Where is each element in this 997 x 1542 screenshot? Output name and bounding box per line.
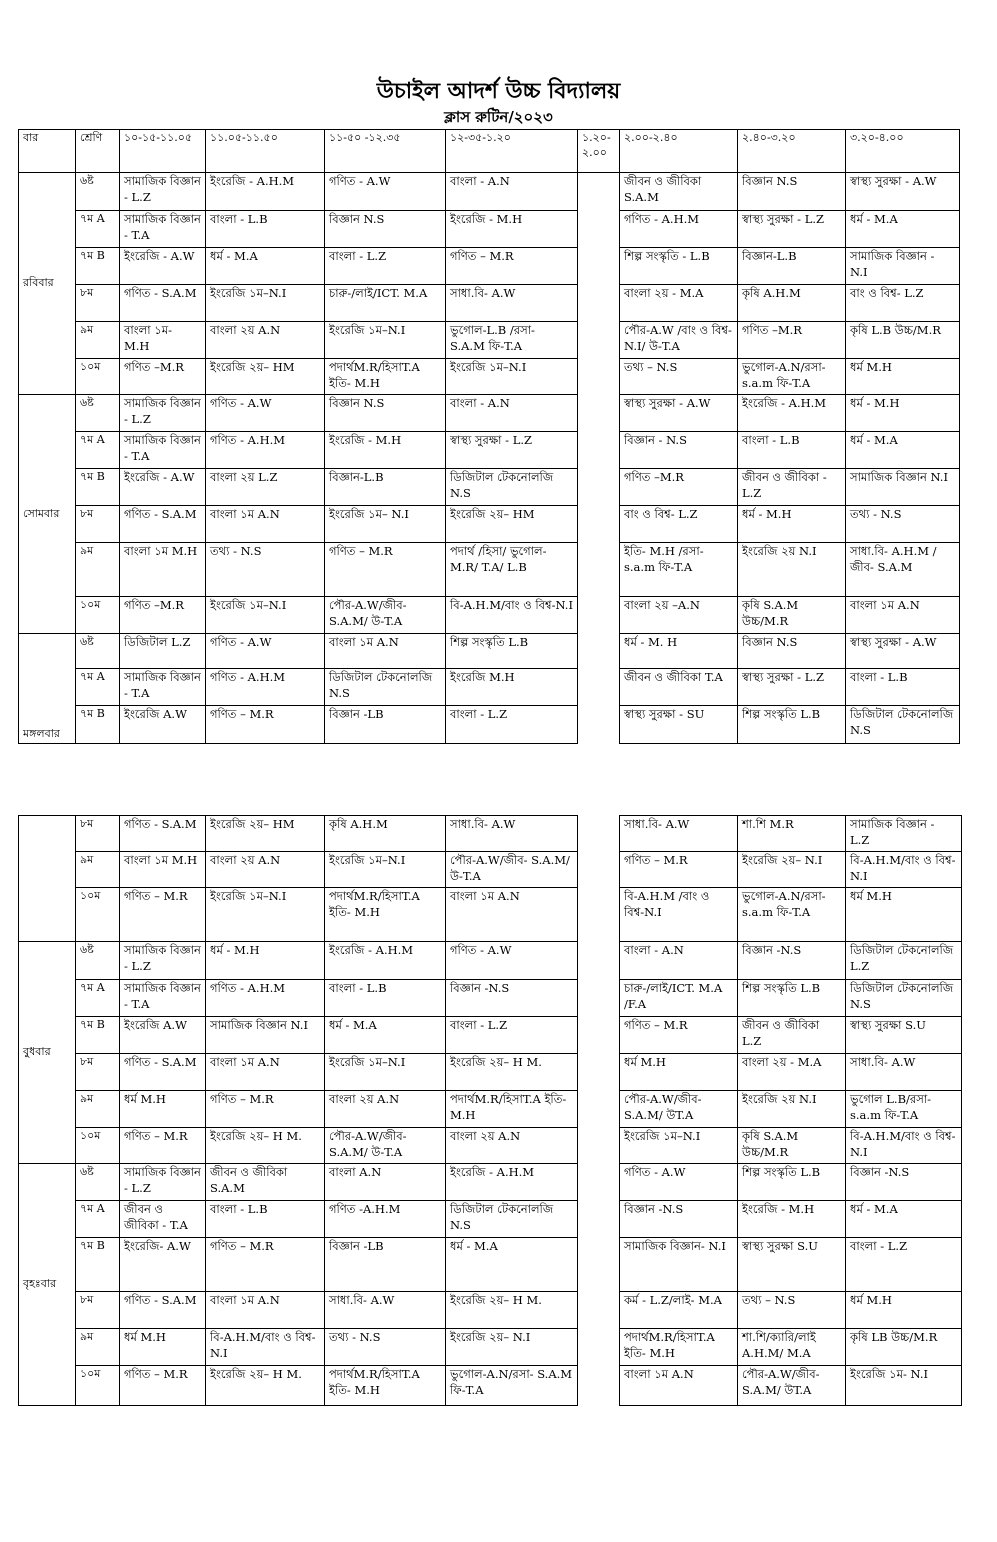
period-cell: শা.শি/ক্যারি/লাই A.H.M/ M.A: [738, 1329, 846, 1366]
period-cell: বিজ্ঞান - N.S: [620, 432, 738, 469]
period-cell: ধর্ম - M.A: [446, 1238, 578, 1292]
period-cell: ইংরেজি- A.W: [120, 1238, 206, 1292]
header-row: [19, 130, 960, 173]
period-cell: পৌর-A.W/জীব- S.A.M/ উT.A: [620, 1091, 738, 1128]
period-cell: বাংলা - L.B: [846, 669, 960, 706]
period-cell: সাধা.বি- A.W: [620, 816, 738, 852]
period-cell: বাংলা ১ম A.N: [846, 597, 960, 634]
period-cell: সামাজিক বিজ্ঞান - T.A: [120, 980, 206, 1017]
period-cell: ইংরেজি - A.H.M: [325, 942, 446, 980]
break-cell: [578, 634, 620, 744]
period-cell: বাংলা ১ম A.N: [206, 1292, 325, 1329]
period-cell: ধর্ম - M.A: [846, 432, 960, 469]
day-cell: বৃহঃবার: [19, 1164, 76, 1406]
period-cell: গণিত –M.R: [120, 359, 206, 395]
period-cell: ধর্ম - M.H: [206, 942, 325, 980]
period-cell: ডিজিটাল L.Z: [120, 634, 206, 669]
period-cell: ভুগোল-L.B /রসা- S.A.M ফি-T.A: [446, 322, 578, 359]
period-cell: গণিত - S.A.M: [120, 1292, 206, 1329]
period-cell: বি-A.H.M/বাং ও বিশ্ব-N.I: [206, 1329, 325, 1366]
period-cell: ধর্ম - M.A: [846, 1201, 962, 1238]
class-cell: ৭ম B: [76, 469, 120, 506]
period-cell: ইংরেজি ২য়– HM: [446, 506, 578, 543]
period-cell: কৃষি S.A.M উচ্চ/M.R: [738, 597, 846, 634]
period-cell: সামাজিক বিজ্ঞান - T.A: [120, 432, 206, 469]
period-cell: বাংলা - L.B: [206, 1201, 325, 1238]
period-cell: স্বাস্থ্য সুরক্ষা - L.Z: [738, 211, 846, 248]
class-cell: ৯ম: [76, 1091, 120, 1128]
period-cell: সামাজিক বিজ্ঞান - T.A: [120, 669, 206, 706]
class-cell: ৬ষ্ট: [76, 634, 120, 669]
period-cell: চারু-/লাই/ICT. M.A /F.A: [620, 980, 738, 1017]
break-cell: [578, 942, 620, 1164]
period-cell: ইংরেজি ২য় N.I: [738, 543, 846, 597]
period-cell: বিজ্ঞান -LB: [325, 706, 446, 744]
period-cell: কৃষি L.B উচ্চ/M.R: [846, 322, 960, 359]
header-period: ১১.০৫-১১.৫০: [206, 130, 325, 173]
period-cell: বাংলা ২য় –A.N: [620, 597, 738, 634]
period-cell: জীবন ও জীবিকা S.A.M: [206, 1164, 325, 1201]
period-cell: বাংলা A.N: [325, 1164, 446, 1201]
period-cell: পৌর-A.W/জীব- S.A.M/ উ-T.A: [446, 852, 578, 888]
period-cell: স্বাস্থ্য সুরক্ষা - SU: [620, 706, 738, 744]
period-cell: ডিজিটাল টেকনোলজি L.Z: [846, 942, 962, 980]
period-cell: ইংরেজি ১ম- N.I: [846, 1366, 962, 1406]
period-cell: বাংলা ২য় L.Z: [206, 469, 325, 506]
period-cell: সামাজিক বিজ্ঞান N.I: [206, 1017, 325, 1054]
period-cell: বিজ্ঞান -N.S: [846, 1164, 962, 1201]
period-cell: তথ্য – N.S: [620, 359, 738, 395]
period-cell: সামাজিক বিজ্ঞান - L.Z: [846, 816, 962, 852]
period-cell: বি-A.H.M/বাং ও বিশ্ব-N.I: [846, 1128, 962, 1164]
period-cell: বিজ্ঞান -LB: [325, 1238, 446, 1292]
period-cell: বি-A.H.M /বাং ও বিশ্ব-N.I: [620, 888, 738, 942]
period-cell: বিজ্ঞান -N.S: [738, 942, 846, 980]
period-cell: গণিত – M.R: [620, 1017, 738, 1054]
period-cell: গণিত - A.W: [206, 395, 325, 432]
period-cell: ইংরেজি - M.H: [446, 211, 578, 248]
period-cell: ইংরেজি A.W: [120, 1017, 206, 1054]
period-cell: কৃষি LB উচ্চ/M.R: [846, 1329, 962, 1366]
period-cell: ধর্ম M.H: [120, 1091, 206, 1128]
routine-row: [19, 248, 960, 285]
class-cell: ৭ম A: [76, 211, 120, 248]
period-cell: বাংলা ২য় A.N: [446, 1128, 578, 1164]
period-cell: ভুগোল L.B/রসা- s.a.m ফি-T.A: [846, 1091, 962, 1128]
header-period: ১১-৫০ -১২.৩৫: [325, 130, 446, 173]
routine-title: ক্লাস রুটিন/২০২৩: [444, 108, 553, 126]
period-cell: ইংরেজি ২য় N.I: [738, 1091, 846, 1128]
period-cell: বাংলা ১ম M.H: [120, 543, 206, 597]
period-cell: সামাজিক বিজ্ঞান - L.Z: [120, 1164, 206, 1201]
class-cell: ৬ষ্ট: [76, 395, 120, 432]
period-cell: গণিত –M.R: [120, 597, 206, 634]
period-cell: গণিত - A.W: [325, 173, 446, 211]
period-cell: সামাজিক বিজ্ঞান - L.Z: [120, 395, 206, 432]
period-cell: গণিত - S.A.M: [120, 285, 206, 322]
period-cell: পদার্থ /হিসা/ ভুগোল- M.R/ T.A/ L.B: [446, 543, 578, 597]
period-cell: বাংলা - L.Z: [846, 1238, 962, 1292]
period-cell: ইংরেজি - A.H.M: [738, 395, 846, 432]
period-cell: ইংরেজি ১ম–N.I: [620, 1128, 738, 1164]
period-cell: বাংলা ১ম A.N: [325, 634, 446, 669]
period-cell: গণিত -A.H.M: [325, 1201, 446, 1238]
period-cell: জীবন ও জীবিকা - T.A: [120, 1201, 206, 1238]
period-cell: ধর্ম - M.A: [846, 211, 960, 248]
header-class: শ্রেণি: [76, 130, 120, 173]
period-cell: ধর্ম M.H: [846, 1292, 962, 1329]
period-cell: ডিজিটাল টেকনোলজি N.S: [325, 669, 446, 706]
header-period: ১২-৩৫-১.২০: [446, 130, 578, 173]
routine-row: [19, 432, 960, 469]
period-cell: ধর্ম M.H: [120, 1329, 206, 1366]
period-cell: ডিজিটাল টেকনোলজি N.S: [446, 469, 578, 506]
class-cell: ৭ম A: [76, 980, 120, 1017]
routine-row: [19, 1091, 962, 1128]
period-cell: বি-A.H.M/বাং ও বিশ্ব-N.I: [446, 597, 578, 634]
period-cell: ডিজিটাল টেকনোলজি N.S: [846, 706, 960, 744]
period-cell: কৃষি S.A.M উচ্চ/M.R: [738, 1128, 846, 1164]
header-period: ৩.২০-৪.০০: [846, 130, 960, 173]
class-cell: ৮ম: [76, 285, 120, 322]
period-cell: বাংলা - L.Z: [446, 1017, 578, 1054]
period-cell: শিল্প সংস্কৃতি L.B: [446, 634, 578, 669]
routine-row: [19, 669, 960, 706]
routine-row: [19, 395, 960, 432]
period-cell: পদার্থM.R/হিসাT.A ইতি- M.H: [446, 1091, 578, 1128]
period-cell: পৌর-A.W/জীব- S.A.M/ উ-T.A: [325, 597, 446, 634]
day-cell: রবিবার: [19, 173, 76, 395]
period-cell: ধর্ম - M.H: [846, 395, 960, 432]
period-cell: ইংরেজি ২য়– H M.: [206, 1366, 325, 1406]
class-cell: ৮ম: [76, 816, 120, 852]
routine-row: [19, 706, 960, 744]
period-cell: স্বাস্থ্য সুরক্ষা S.U: [738, 1238, 846, 1292]
period-cell: গণিত - A.H.M: [206, 669, 325, 706]
period-cell: গণিত – M.R: [120, 1128, 206, 1164]
period-cell: তথ্য - N.S: [325, 1329, 446, 1366]
period-cell: তথ্য - N.S: [846, 506, 960, 543]
period-cell: জীবন ও জীবিকা T.A: [620, 669, 738, 706]
period-cell: ইতি- M.H /রসা- s.a.m ফি-T.A: [620, 543, 738, 597]
period-cell: পদার্থM.R/হিসাT.A ইতি- M.H: [325, 1366, 446, 1406]
period-cell: বাংলা - A.N: [620, 942, 738, 980]
period-cell: স্বাস্থ্য সুরক্ষা S.U: [846, 1017, 962, 1054]
period-cell: ইংরেজি - A.H.M: [206, 173, 325, 211]
period-cell: বাংলা ২য় - M.A: [620, 285, 738, 322]
day-cell: [19, 816, 76, 942]
period-cell: সাধা.বি- A.W: [446, 816, 578, 852]
period-cell: ইংরেজি ২য়– H M.: [446, 1054, 578, 1091]
period-cell: গণিত - A.W: [446, 942, 578, 980]
period-cell: ইংরেজি ১ম–N.I: [446, 359, 578, 395]
period-cell: ইংরেজি ১ম–N.I: [206, 597, 325, 634]
period-cell: ভুগোল-A.N/রসা- s.a.m ফি-T.A: [738, 888, 846, 942]
period-cell: ধর্ম M.H: [846, 888, 962, 942]
period-cell: ইংরেজি ২য়– H M.: [206, 1128, 325, 1164]
header-period: ১০-১৫-১১.০৫: [120, 130, 206, 173]
period-cell: বাংলা ১ম A.N: [206, 1054, 325, 1091]
routine-row: [19, 1329, 962, 1366]
routine-row: [19, 173, 960, 211]
period-cell: সামাজিক বিজ্ঞান - T.A: [120, 211, 206, 248]
period-cell: ইংরেজি M.H: [446, 669, 578, 706]
routine-row: [19, 1201, 962, 1238]
period-cell: ইংরেজি ১ম– N.I: [325, 506, 446, 543]
period-cell: ইংরেজি ২য়– HM: [206, 816, 325, 852]
period-cell: সাধা.বি- A.W: [446, 285, 578, 322]
period-cell: সামাজিক বিজ্ঞান - L.Z: [120, 173, 206, 211]
period-cell: গণিত – M.R: [325, 543, 446, 597]
class-cell: ৮ম: [76, 506, 120, 543]
routine-row: [19, 1054, 962, 1091]
period-cell: ইংরেজি ১ম–N.I: [325, 852, 446, 888]
period-cell: বাং ও বিশ্ব- L.Z: [620, 506, 738, 543]
period-cell: পদার্থM.R/হিসাT.A ইতি- M.H: [620, 1329, 738, 1366]
period-cell: পদার্থM.R/হিসাT.A ইতি- M.H: [325, 888, 446, 942]
period-cell: গণিত – M.R: [206, 1091, 325, 1128]
period-cell: গণিত - A.W: [206, 634, 325, 669]
routine-row: [19, 211, 960, 248]
period-cell: গণিত - A.H.M: [620, 211, 738, 248]
period-cell: ভুগোল-A.N/রসা- s.a.m ফি-T.A: [738, 359, 846, 395]
period-cell: ইংরেজি - M.H: [325, 432, 446, 469]
routine-row: [19, 285, 960, 322]
period-cell: গণিত - S.A.M: [120, 1054, 206, 1091]
class-cell: ৬ষ্ট: [76, 1164, 120, 1201]
day-cell: সোমবার: [19, 395, 76, 634]
header-period: ১.২০- ২.০০: [578, 130, 620, 173]
period-cell: কৃষি A.H.M: [738, 285, 846, 322]
class-cell: ১০ম: [76, 888, 120, 942]
period-cell: বাংলা ১ম A.N: [620, 1366, 738, 1406]
period-cell: স্বাস্থ্য সুরক্ষা - L.Z: [446, 432, 578, 469]
routine-row: [19, 469, 960, 506]
period-cell: ইংরেজি ১ম–N.I: [325, 322, 446, 359]
routine-table-page2: [18, 815, 962, 1406]
class-cell: ৭ম B: [76, 1017, 120, 1054]
routine-row: [19, 852, 962, 888]
routine-row: [19, 1292, 962, 1329]
routine-row: [19, 543, 960, 597]
period-cell: ধর্ম - M.H: [738, 506, 846, 543]
class-cell: ৭ম B: [76, 1238, 120, 1292]
period-cell: বাংলা ১ম- M.H: [120, 322, 206, 359]
period-cell: তথ্য - N.S: [206, 543, 325, 597]
period-cell: চারু-/লাই/ICT. M.A: [325, 285, 446, 322]
routine-row: [19, 942, 962, 980]
period-cell: বিজ্ঞান N.S: [325, 211, 446, 248]
period-cell: জীবন ও জীবিকা L.Z: [738, 1017, 846, 1054]
period-cell: বিজ্ঞান -N.S: [446, 980, 578, 1017]
period-cell: স্বাস্থ্য সুরক্ষা - A.W: [846, 173, 960, 211]
period-cell: গণিত – M.R: [120, 888, 206, 942]
class-cell: ৭ম A: [76, 669, 120, 706]
period-cell: সাধা.বি- A.H.M /জীব- S.A.M: [846, 543, 960, 597]
period-cell: বাং ও বিশ্ব- L.Z: [846, 285, 960, 322]
period-cell: গণিত – M.R: [120, 1366, 206, 1406]
period-cell: তথ্য – N.S: [738, 1292, 846, 1329]
break-cell: [578, 816, 620, 942]
routine-row: [19, 888, 962, 942]
period-cell: পদার্থM.R/হিসাT.A ইতি- M.H: [325, 359, 446, 395]
period-cell: ইংরেজি ২য়– HM: [206, 359, 325, 395]
period-cell: ডিজিটাল টেকনোলজি N.S: [446, 1201, 578, 1238]
period-cell: সামাজিক বিজ্ঞান - N.I: [846, 248, 960, 285]
period-cell: সামাজিক বিজ্ঞান N.I: [846, 469, 960, 506]
period-cell: বিজ্ঞান N.S: [738, 634, 846, 669]
routine-row: [19, 1366, 962, 1406]
period-cell: ইংরেজি ২য়– H M.: [446, 1292, 578, 1329]
class-cell: ৭ম A: [76, 432, 120, 469]
period-cell: ধর্ম - M.A: [325, 1017, 446, 1054]
day-cell: মঙ্গলবার: [19, 634, 76, 744]
class-cell: ৮ম: [76, 1292, 120, 1329]
class-cell: ৯ম: [76, 852, 120, 888]
header-day: বার: [19, 130, 76, 173]
period-cell: ভুগোল-A.N/রসা- S.A.M ফি-T.A: [446, 1366, 578, 1406]
routine-row: [19, 506, 960, 543]
period-cell: ধর্ম M.H: [620, 1054, 738, 1091]
routine-row: [19, 1017, 962, 1054]
period-cell: গণিত - S.A.M: [120, 816, 206, 852]
class-cell: ৮ম: [76, 1054, 120, 1091]
period-cell: বাংলা - L.Z: [446, 706, 578, 744]
period-cell: শিল্প সংস্কৃতি - L.B: [620, 248, 738, 285]
break-cell: [578, 1164, 620, 1406]
period-cell: জীবন ও জীবিকা - L.Z: [738, 469, 846, 506]
period-cell: স্বাস্থ্য সুরক্ষা - L.Z: [738, 669, 846, 706]
period-cell: বাংলা - L.B: [738, 432, 846, 469]
period-cell: বাংলা ২য় A.N: [325, 1091, 446, 1128]
period-cell: বাংলা ২য় - M.A: [738, 1054, 846, 1091]
header-period: ২.০০-২.৪০: [620, 130, 738, 173]
class-cell: ৭ম B: [76, 706, 120, 744]
period-cell: শিল্প সংস্কৃতি L.B: [738, 980, 846, 1017]
period-cell: বাংলা ২য় A.N: [206, 322, 325, 359]
period-cell: ইংরেজি ১ম–N.I: [206, 888, 325, 942]
period-cell: কর্ম - L.Z/লাই- M.A: [620, 1292, 738, 1329]
period-cell: বিজ্ঞান N.S: [738, 173, 846, 211]
class-cell: ১০ম: [76, 1366, 120, 1406]
class-cell: ৬ষ্ট: [76, 173, 120, 211]
period-cell: গণিত – M.R: [446, 248, 578, 285]
class-cell: ৯ম: [76, 1329, 120, 1366]
class-cell: ১০ম: [76, 597, 120, 634]
period-cell: গণিত – M.R: [206, 706, 325, 744]
period-cell: বাংলা ১ম A.N: [206, 506, 325, 543]
period-cell: বি-A.H.M/বাং ও বিশ্ব-N.I: [846, 852, 962, 888]
period-cell: বাংলা - L.B: [325, 980, 446, 1017]
period-cell: গণিত –M.R: [620, 469, 738, 506]
period-cell: ইংরেজি - M.H: [738, 1201, 846, 1238]
routine-row: [19, 816, 962, 852]
period-cell: গণিত - S.A.M: [120, 506, 206, 543]
period-cell: ইংরেজি ১ম–N.I: [325, 1054, 446, 1091]
period-cell: গণিত - A.H.M: [206, 980, 325, 1017]
class-cell: ৯ম: [76, 322, 120, 359]
period-cell: বাংলা - L.Z: [325, 248, 446, 285]
routine-row: [19, 1128, 962, 1164]
period-cell: ইংরেজি - A.W: [120, 248, 206, 285]
period-cell: সামাজিক বিজ্ঞান- N.I: [620, 1238, 738, 1292]
period-cell: পৌর-A.W /বাং ও বিশ্ব-N.I/ উ-T.A: [620, 322, 738, 359]
class-cell: ১০ম: [76, 359, 120, 395]
period-cell: সাধা.বি- A.W: [325, 1292, 446, 1329]
break-cell: [578, 395, 620, 634]
period-cell: ইংরেজি - A.W: [120, 469, 206, 506]
period-cell: গণিত – M.R: [620, 852, 738, 888]
period-cell: সামাজিক বিজ্ঞান - L.Z: [120, 942, 206, 980]
period-cell: ইংরেজি - A.H.M: [446, 1164, 578, 1201]
class-cell: ৯ম: [76, 543, 120, 597]
period-cell: গণিত –M.R: [738, 322, 846, 359]
routine-row: [19, 359, 960, 395]
header-period: ২.৪০-৩.২০: [738, 130, 846, 173]
period-cell: বাংলা ১ম A.N: [446, 888, 578, 942]
day-cell: বুধবার: [19, 942, 76, 1164]
period-cell: বিজ্ঞান-L.B: [738, 248, 846, 285]
period-cell: সাধা.বি- A.W: [846, 1054, 962, 1091]
period-cell: স্বাস্থ্য সুরক্ষা - A.W: [620, 395, 738, 432]
period-cell: ডিজিটাল টেকনোলজি N.S: [846, 980, 962, 1017]
break-cell: [578, 173, 620, 395]
period-cell: বিজ্ঞান-L.B: [325, 469, 446, 506]
class-cell: ১০ম: [76, 1128, 120, 1164]
period-cell: বিজ্ঞান -N.S: [620, 1201, 738, 1238]
period-cell: ইংরেজি ২য়– N.I: [738, 852, 846, 888]
period-cell: বাংলা - A.N: [446, 173, 578, 211]
class-cell: ৬ষ্ট: [76, 942, 120, 980]
period-cell: গণিত - A.W: [620, 1164, 738, 1201]
period-cell: কৃষি A.H.M: [325, 816, 446, 852]
period-cell: পৌর-A.W/জীব- S.A.M/ উT.A: [738, 1366, 846, 1406]
class-cell: ৭ম B: [76, 248, 120, 285]
routine-table-page1: [18, 129, 960, 744]
routine-row: [19, 1238, 962, 1292]
period-cell: গণিত - A.H.M: [206, 432, 325, 469]
period-cell: ধর্ম - M. H: [620, 634, 738, 669]
period-cell: বিজ্ঞান N.S: [325, 395, 446, 432]
period-cell: ধর্ম - M.A: [206, 248, 325, 285]
period-cell: শিল্প সংস্কৃতি L.B: [738, 1164, 846, 1201]
period-cell: বাংলা - L.B: [206, 211, 325, 248]
period-cell: স্বাস্থ্য সুরক্ষা - A.W: [846, 634, 960, 669]
period-cell: শা.শি M.R: [738, 816, 846, 852]
period-cell: বাংলা ২য় A.N: [206, 852, 325, 888]
period-cell: জীবন ও জীবিকা S.A.M: [620, 173, 738, 211]
routine-row: [19, 1164, 962, 1201]
class-cell: ৭ম A: [76, 1201, 120, 1238]
routine-row: [19, 322, 960, 359]
period-cell: ইংরেজি ২য়– N.I: [446, 1329, 578, 1366]
period-cell: ইংরেজি ১ম–N.I: [206, 285, 325, 322]
routine-row: [19, 980, 962, 1017]
school-name: উচাইল আদর্শ উচ্চ বিদ্যালয়: [376, 78, 621, 104]
routine-row: [19, 597, 960, 634]
period-cell: ইংরেজি A.W: [120, 706, 206, 744]
period-cell: ধর্ম M.H: [846, 359, 960, 395]
period-cell: শিল্প সংস্কৃতি L.B: [738, 706, 846, 744]
period-cell: বাংলা ১ম M.H: [120, 852, 206, 888]
routine-row: [19, 634, 960, 669]
period-cell: গণিত – M.R: [206, 1238, 325, 1292]
period-cell: বাংলা - A.N: [446, 395, 578, 432]
period-cell: পৌর-A.W/জীব- S.A.M/ উ-T.A: [325, 1128, 446, 1164]
